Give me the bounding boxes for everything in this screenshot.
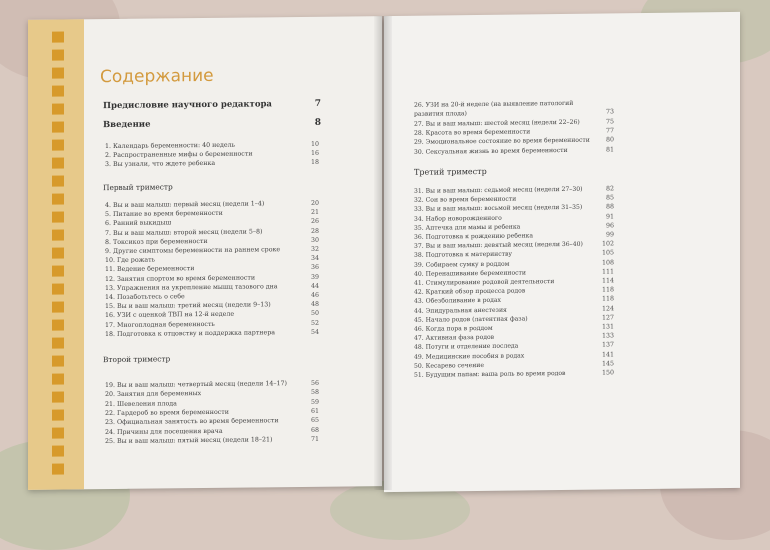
toc-item[interactable] — [105, 292, 319, 301]
toc-item[interactable] — [105, 218, 319, 227]
toc-item[interactable] — [414, 241, 614, 250]
toc-item-label: 36. Подготовка к рождению ребенка — [414, 232, 534, 241]
toc-item-label: 2. Распространенные мифы о беременности — [105, 150, 253, 160]
toc-preface[interactable] — [103, 99, 321, 111]
toc-item[interactable] — [414, 333, 614, 342]
toc-item[interactable] — [105, 141, 319, 150]
toc-item[interactable] — [105, 417, 319, 426]
toc-item-label: 16. УЗИ с оценкой ТВП на 12-й неделе — [105, 311, 235, 320]
toc-item[interactable] — [105, 200, 319, 209]
toc-item-label: 24. Причины для посещения врача — [105, 427, 223, 436]
toc-item[interactable] — [414, 287, 614, 296]
toc-item[interactable] — [414, 195, 614, 204]
toc-item-page: 59 — [310, 398, 319, 406]
toc-item[interactable] — [105, 237, 319, 246]
toc-item-label: 23. Официальная занятость во время беременности — [105, 417, 279, 427]
toc-item-page: 133 — [601, 332, 614, 340]
toc-item[interactable] — [105, 408, 319, 417]
film-hole — [52, 31, 64, 42]
film-hole — [52, 157, 64, 168]
toc-item-label: 48. Потуги и отделение последа — [414, 342, 519, 352]
toc-item[interactable] — [414, 109, 614, 118]
toc-item-page: 82 — [605, 185, 614, 193]
film-hole — [52, 373, 64, 384]
toc-item-label: 44. Эпидуральная анестезия — [414, 306, 507, 315]
toc-item-label: 4. Вы и ваш малыш: первый месяц (недели 1–4) — [105, 200, 265, 210]
toc-item-page: 16 — [310, 149, 319, 157]
film-hole — [52, 211, 64, 222]
toc-item[interactable] — [414, 351, 614, 360]
film-hole — [52, 121, 64, 132]
toc-item[interactable] — [105, 150, 319, 159]
toc-item-label: 9. Другие симптомы беременности на раннем сроке — [105, 246, 281, 256]
toc-item-page: 46 — [310, 291, 319, 299]
toc-item-label: 37. Вы и ваш малыш: девятый месяц (недели 36–40) — [414, 240, 583, 250]
film-hole — [52, 103, 64, 114]
toc-item-label: 34. Набор новорожденного — [414, 214, 502, 223]
toc-item[interactable] — [105, 273, 319, 282]
toc-item[interactable] — [414, 250, 614, 259]
toc-item-page: 99 — [605, 231, 614, 239]
section-heading-third: Третий триместр — [414, 166, 487, 177]
right-page — [384, 12, 740, 492]
film-hole — [52, 229, 64, 240]
toc-item-label: 50. Кесарево сечение — [414, 361, 484, 370]
toc-item-label: 39. Собираем сумку в роддом — [414, 260, 510, 269]
toc-item-label: 7. Вы и ваш малыш: второй месяц (недели 5–8) — [105, 227, 263, 237]
toc-item[interactable] — [414, 259, 614, 268]
toc-item-label: 5. Питание во время беременности — [105, 210, 223, 219]
film-hole — [52, 319, 64, 330]
toc-item-page: 131 — [601, 323, 614, 331]
toc-item-label: 17. Многоплодная беременность — [105, 320, 215, 329]
film-hole — [52, 445, 64, 456]
toc-item-page: 26 — [310, 218, 319, 226]
toc-item[interactable] — [414, 222, 614, 231]
toc-item[interactable] — [414, 296, 614, 305]
toc-item[interactable] — [414, 137, 614, 146]
toc-item[interactable] — [105, 380, 319, 389]
toc-item[interactable] — [105, 389, 319, 398]
toc-item-page: 124 — [601, 304, 614, 313]
toc-item[interactable] — [105, 319, 319, 328]
film-hole — [52, 463, 64, 474]
book-gutter — [374, 16, 392, 490]
toc-item-page: 73 — [605, 108, 614, 116]
toc-item-label: 47. Активная фаза родов — [414, 334, 495, 342]
film-hole — [52, 85, 64, 96]
toc-item[interactable] — [414, 213, 614, 222]
film-strip-decoration — [28, 19, 84, 490]
toc-item-label: 38. Подготовка к материнству — [414, 251, 512, 260]
film-hole — [52, 427, 64, 438]
toc-item-page: 80 — [605, 136, 614, 144]
toc-item-page: 52 — [310, 319, 319, 327]
toc-item-page: 81 — [605, 145, 614, 153]
toc-item[interactable] — [414, 204, 614, 213]
toc-item-label: 35. Аптечка для мамы и ребенка — [414, 223, 521, 232]
toc-item[interactable] — [414, 342, 614, 351]
toc-item-page: 111 — [601, 268, 614, 276]
toc-item[interactable] — [105, 255, 319, 264]
toc-item-page: 56 — [310, 379, 319, 387]
film-hole — [52, 175, 64, 186]
toc-item-label: 29. Эмоциональное состояние во время беременности — [414, 136, 590, 146]
toc-item[interactable] — [414, 323, 614, 332]
toc-item-page: 44 — [310, 282, 319, 290]
toc-item-page: 114 — [601, 277, 614, 285]
toc-item[interactable] — [414, 231, 614, 240]
toc-item-page: 145 — [601, 360, 614, 368]
film-hole — [52, 283, 64, 294]
toc-item[interactable] — [105, 329, 319, 338]
toc-item-page: 105 — [601, 249, 614, 257]
film-hole — [52, 391, 64, 402]
toc-item-page: 28 — [310, 227, 319, 235]
toc-item-label: 25. Вы и ваш малыш: пятый месяц (недели 18–21) — [105, 436, 273, 445]
open-book — [28, 8, 740, 496]
toc-item[interactable] — [105, 310, 319, 319]
toc-item-label: 51. Будущим папам: ваша роль во время родов — [414, 369, 566, 379]
film-hole — [52, 67, 64, 78]
left-page — [28, 16, 382, 490]
toc-item-label: 12. Занятия спортом во время беременности — [105, 274, 256, 283]
toc-item-page: 77 — [605, 127, 614, 135]
toc-item-label: 26. УЗИ на 20-й неделе (на выявление патологий — [414, 99, 574, 109]
toc-item-label: Предисловие научного редактора — [103, 99, 272, 112]
toc-item[interactable] — [414, 305, 614, 314]
toc-item-label: 22. Гардероб во время беременности — [105, 408, 229, 417]
toc-item[interactable] — [414, 277, 614, 286]
toc-item-label: 6. Ранний выкидыш — [105, 219, 172, 228]
toc-item-label: 42. Краткий обзор процесса родов — [414, 287, 526, 296]
toc-item-page: 150 — [601, 369, 614, 377]
toc-item[interactable] — [414, 185, 614, 194]
toc-item-label: 3. Вы узнали, что ждете ребенка — [105, 159, 216, 169]
film-hole — [52, 247, 64, 258]
toc-item-page: 50 — [310, 310, 319, 318]
toc-item[interactable] — [414, 268, 614, 277]
toc-item-label: 20. Занятия для беременных — [105, 390, 202, 399]
toc-item-label: 1. Календарь беременности: 40 недель — [105, 141, 236, 151]
toc-item-page: 58 — [310, 389, 319, 397]
toc-item-page: 71 — [310, 435, 319, 443]
toc-item-page: 127 — [601, 314, 614, 322]
toc-item[interactable] — [414, 118, 614, 127]
toc-item-page: 7 — [314, 98, 321, 109]
toc-item-label: 14. Позаботьтесь о себе — [105, 293, 185, 302]
toc-item-page: 30 — [310, 236, 319, 244]
toc-item-page: 48 — [310, 300, 319, 309]
film-hole — [52, 355, 64, 366]
toc-intro[interactable] — [103, 118, 321, 130]
toc-item[interactable] — [105, 283, 319, 292]
toc-item[interactable] — [105, 159, 319, 168]
toc-item-label: развития плода) — [414, 110, 467, 119]
toc-item[interactable] — [105, 426, 319, 435]
toc-item-label: 45. Начало родов (латентная фаза) — [414, 315, 528, 324]
toc-item-label: 46. Когда пора в роддом — [414, 324, 493, 333]
toc-item-page: 141 — [601, 350, 614, 359]
film-hole — [52, 409, 64, 420]
film-hole — [52, 301, 64, 312]
toc-item-label: 18. Подготовка к отцовству и поддержка партнера — [105, 329, 275, 338]
toc-item-page: 85 — [605, 194, 614, 202]
toc-item-label: 40. Перенашивание беременности — [414, 269, 526, 278]
toc-item-page: 18 — [310, 158, 319, 166]
toc-item-page: 36 — [310, 264, 319, 272]
toc-item-page: 108 — [601, 258, 614, 267]
film-hole — [52, 49, 64, 60]
toc-item-label: 43. Обезболивание в родах — [414, 297, 501, 306]
toc-item-page: 32 — [310, 245, 319, 253]
toc-item[interactable] — [105, 246, 319, 255]
toc-item-label: 15. Вы и ваш малыш: третий месяц (недели 9–13) — [105, 301, 271, 311]
toc-item[interactable] — [414, 127, 614, 136]
toc-item-page: 34 — [310, 254, 319, 263]
toc-item-label: 10. Где рожать — [105, 256, 156, 265]
toc-item-page: 75 — [605, 117, 614, 126]
section-heading-second: Второй триместр — [103, 354, 171, 365]
toc-item-page: 68 — [310, 426, 319, 434]
toc-item-label: 13. Упражнения на укрепление мышц тазового дна — [105, 283, 278, 292]
toc-item[interactable] — [105, 209, 319, 218]
toc-item-label: 31. Вы и ваш малыш: седьмой месяц (недели 27–30) — [414, 185, 583, 195]
toc-item-label: 8. Токсикоз при беременности — [105, 237, 208, 246]
section-heading-first: Первый триместр — [103, 182, 173, 193]
toc-item-page: 20 — [310, 199, 319, 207]
toc-item-page: 91 — [605, 212, 614, 221]
film-hole — [52, 139, 64, 150]
toc-item-label: 33. Вы и ваш малыш: восьмой месяц (недели 31–35) — [414, 204, 583, 214]
toc-item-page: 65 — [310, 416, 319, 425]
toc-item-label: 30. Сексуальная жизнь во время беременности — [414, 146, 568, 156]
toc-item[interactable] — [414, 360, 614, 369]
toc-item[interactable] — [105, 436, 319, 445]
toc-item-label: Введение — [103, 119, 151, 131]
toc-item[interactable] — [414, 146, 614, 155]
toc-item-label: 11. Ведение беременности — [105, 265, 195, 274]
film-hole — [52, 265, 64, 276]
toc-item-label: 27. Вы и ваш малыш: шестой месяц (недели 22–26) — [414, 118, 580, 128]
toc-item[interactable] — [414, 99, 614, 108]
toc-item[interactable] — [105, 264, 319, 273]
toc-item[interactable] — [414, 369, 614, 378]
toc-item[interactable] — [105, 227, 319, 236]
film-hole — [52, 337, 64, 348]
toc-item-page: 118 — [601, 286, 614, 294]
page-title: Содержание — [100, 65, 214, 88]
toc-item-page: 39 — [310, 273, 319, 281]
toc-item-label: 21. Шевеления плода — [105, 399, 177, 408]
toc-item-label: 19. Вы и ваш малыш: четвертый месяц (недели 14–17) — [105, 380, 288, 390]
toc-item-label: 28. Красота во время беременности — [414, 128, 531, 137]
toc-item-page: 102 — [601, 240, 614, 248]
toc-item-page: 8 — [314, 117, 321, 128]
toc-item-page: 61 — [310, 407, 319, 415]
toc-item-page: 88 — [605, 203, 614, 211]
toc-item-page: 10 — [310, 140, 319, 148]
toc-item-label: 49. Медицинские пособия в родах — [414, 352, 525, 361]
toc-item-page: 137 — [601, 341, 614, 349]
toc-item[interactable] — [105, 301, 319, 310]
toc-item[interactable] — [105, 398, 319, 407]
toc-item-page: 21 — [310, 208, 319, 217]
toc-item-page: 54 — [310, 328, 319, 336]
toc-item-page: 96 — [605, 222, 614, 230]
toc-item-page: 118 — [601, 295, 614, 303]
toc-item-label: 41. Стимулирование родовой деятельности — [414, 278, 555, 287]
toc-item-label: 32. Сон во время беременности — [414, 195, 517, 204]
toc-item[interactable] — [414, 314, 614, 323]
film-hole — [52, 193, 64, 204]
